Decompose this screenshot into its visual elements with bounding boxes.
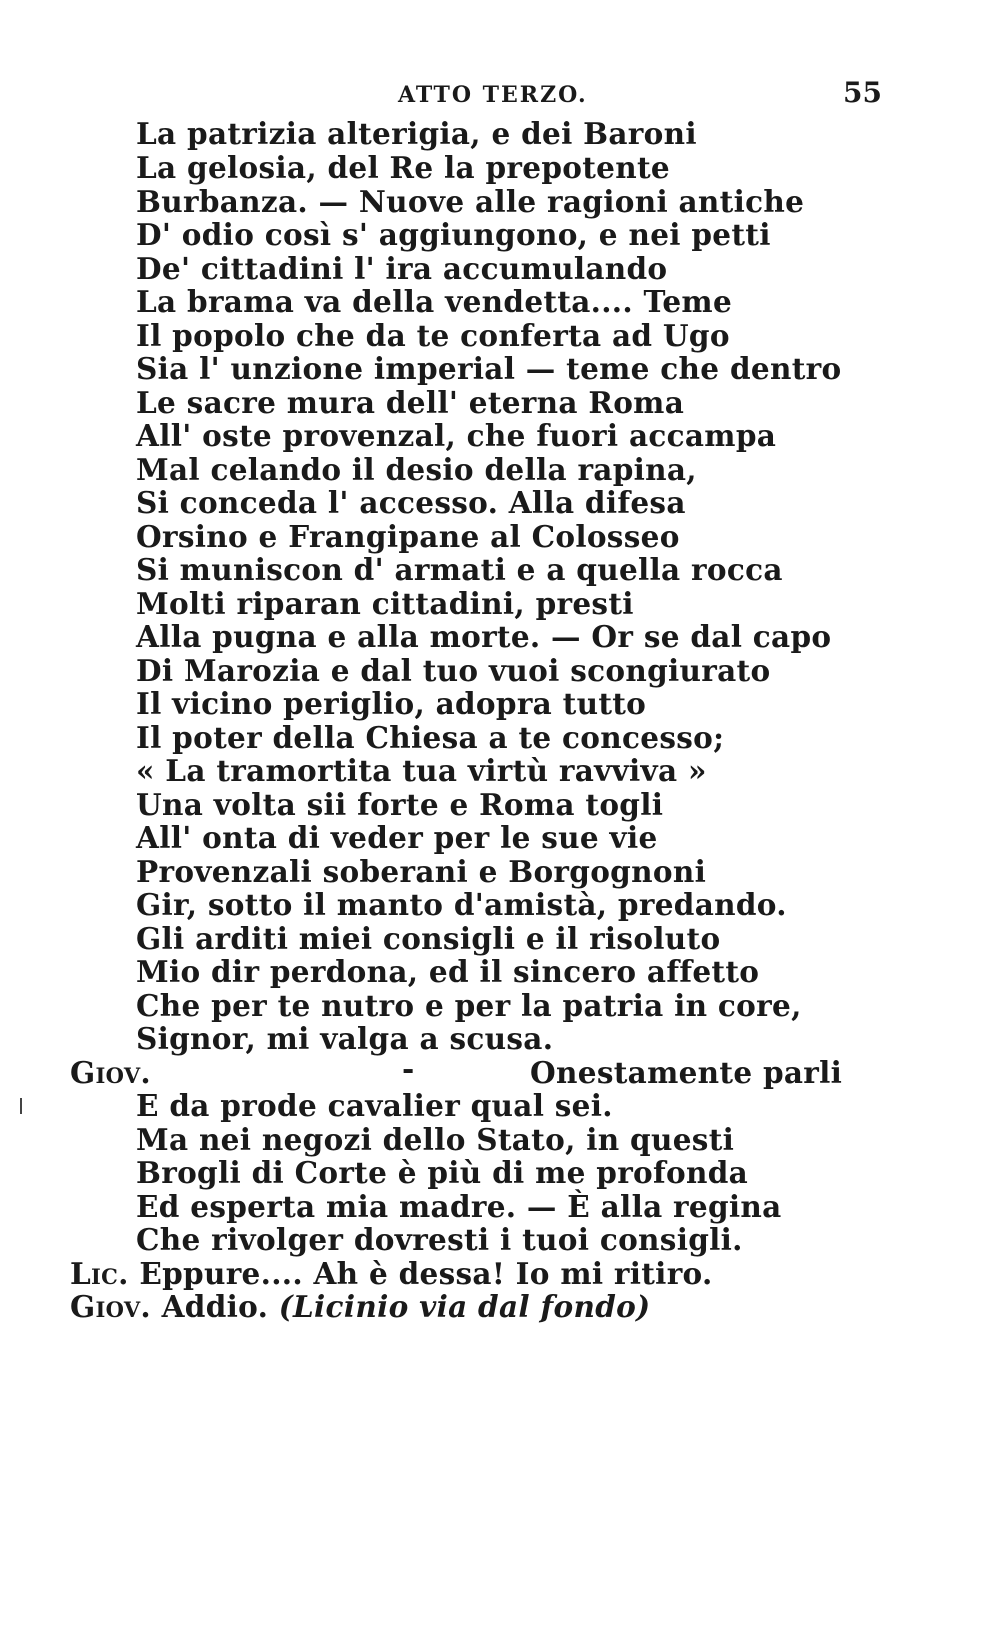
verse-line: Gir, sotto il manto d'amistà, predando. [136,887,787,922]
verse-line: Mal celando il desio della rapina, [136,452,697,487]
speech-text: Addio. [161,1289,269,1324]
verse-line: La brama va della vendetta.... Teme [136,284,733,319]
verse-line: Ed esperta mia madre. — È alla regina [136,1189,782,1224]
verse-line: La gelosia, del Re la prepotente [136,150,670,185]
verse-line: Che per te nutro e per la patria in core, [136,988,802,1023]
verse-line: Le sacre mura dell' eterna Roma [136,385,685,420]
verse-line: Orsino e Frangipane al Colosseo [136,519,680,554]
half-line: Onestamente parli [530,1055,843,1090]
verse-line: Il popolo che da te conferta ad Ugo [136,318,730,353]
verse-line: Il poter della Chiesa a te concesso; [136,720,725,755]
verse-line: Il vicino periglio, adopra tutto [136,686,647,721]
verse-line: Signor, mi valga a scusa. [136,1021,554,1056]
verse-line: Si conceda l' accesso. Alla difesa [136,485,686,520]
stage-direction: (Licinio via dal fondo) [278,1289,651,1324]
speaker-name: Giov. [70,1055,152,1090]
verse-line: Sia l' unzione imperial — teme che dentro [136,351,842,386]
verse-line: D' odio così s' aggiungono, e nei petti [136,217,771,252]
verse-line: Di Marozia e dal tuo vuoi scongiurato [136,653,771,688]
verse-line: Alla pugna e alla morte. — Or se dal capo [136,619,832,654]
running-title: ATTO TERZO. [398,82,588,108]
verse-line: All' onta di veder per le sue vie [136,820,658,855]
verse-line: Gli arditi miei consigli e il risoluto [136,921,721,956]
speaker-name: Giov. [70,1289,152,1324]
verse-line: E da prode cavalier qual sei. [136,1088,613,1123]
margin-mark [20,1098,22,1114]
verse-line: All' oste provenzal, che fuori accampa [136,418,777,453]
speech-line-lic [70,1257,713,1291]
verse-line: Brogli di Corte è più di me profonda [136,1155,749,1190]
speech-line-giov [70,1056,151,1090]
verse-line: Provenzali soberani e Borgognoni [136,854,707,889]
verse-line: Ma nei negozi dello Stato, in questi [136,1122,735,1157]
verse-line: Si muniscon d' armati e a quella rocca [136,552,783,587]
verse-line: Che rivolger dovresti i tuoi consigli. [136,1222,743,1257]
verse-line: La patrizia alterigia, e dei Baroni [136,116,697,151]
speech-line-giov-farewell [70,1290,650,1324]
verse-line: Molti riparan cittadini, presti [136,586,634,621]
speaker-name: Lic. [70,1256,129,1291]
page-number: 55 [843,76,882,109]
speech-text: Eppure.... Ah è dessa! Io mi ritiro. [139,1256,713,1291]
verse-line: « La tramortita tua virtù ravviva » [136,753,707,788]
dash-mark: - [402,1051,415,1086]
verse-line: Una volta sii forte e Roma togli [136,787,664,822]
verse-line: Mio dir perdona, ed il sincero affetto [136,954,760,989]
verse-line: Burbanza. — Nuove alle ragioni antiche [136,184,805,219]
verse-line: De' cittadini l' ira accumulando [136,251,668,286]
